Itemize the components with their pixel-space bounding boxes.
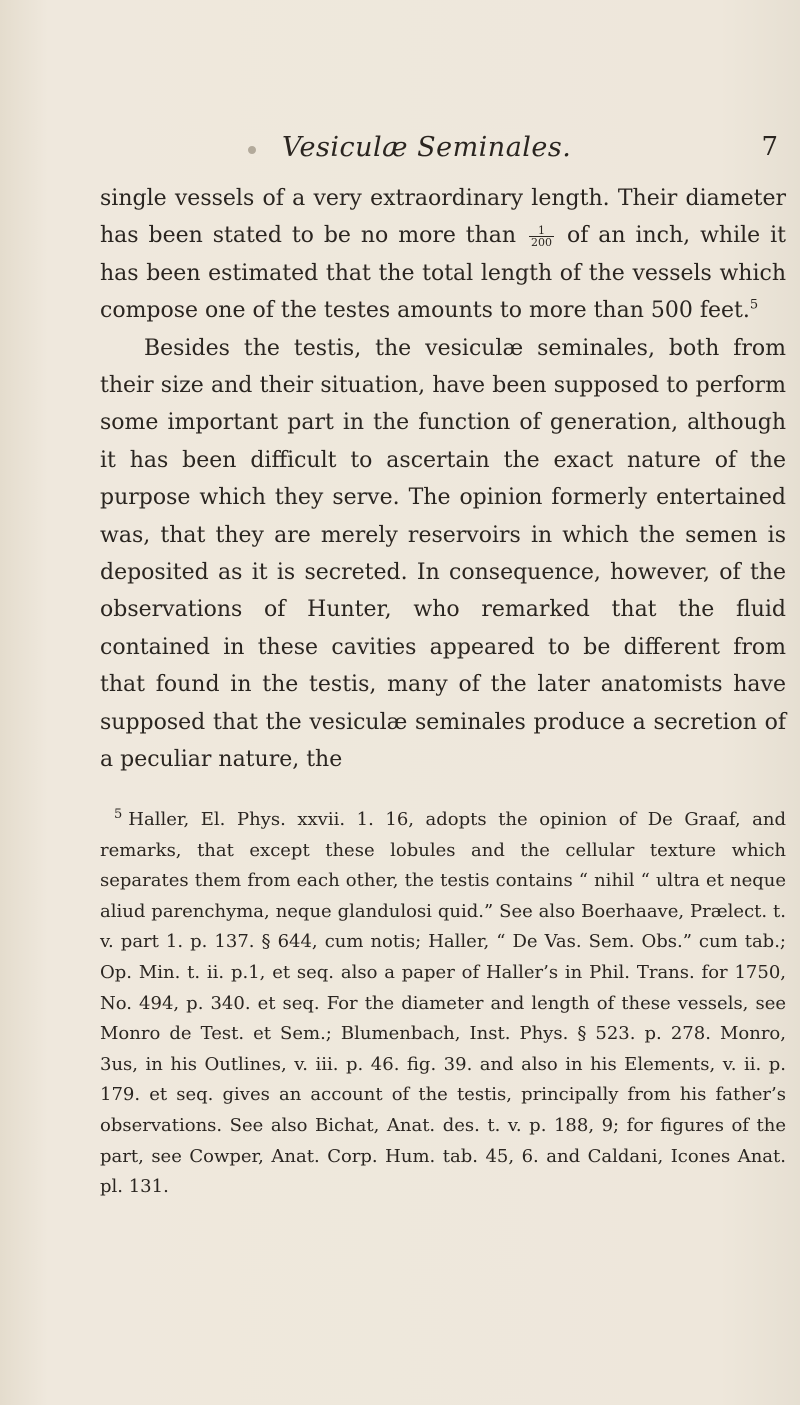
footnote-text: Haller, El. Phys. xxvii. 1. 16, adopts the opinion of De Graaf, and remarks, that except these lobules and the cellular texture which separates them from each other, the testis contains “ nihil “ ultra et neque aliud parenchyma, neque glandulosi quid.” See also Boerhaave, Prælect. t. v. part 1. p. 137. § 644, cum notis; Haller, “ De Vas. Sem. Obs.” cum tab.; Op. Min. t. ii. p.1, et seq. also a paper of Haller’s in Phil. Trans. for 1750, No. 494, p. 340. et seq. For the diameter and length of these vessels, see Monro de Test. et Sem.; Blumenbach, Inst. Phys. § 523. p. 278. Monro, 3us, in his Outlines, v. iii. p. 46. fig. 39. and also in his Elements, v. ii. p. 179. et seq. gives an account of the testis, principally from his father’s observations. See also Bichat, Anat. des. t. v. p. 188, 9; for figures of the part, see Cowper, Anat. Corp. Hum. tab. 45, 6. and Caldani, Icones Anat. pl. 131. [100, 809, 786, 1198]
paragraph-1-start: single vessels of a very extraordinary length. Their diameter has been stated to be no more than [100, 186, 786, 249]
ink-spot [248, 146, 256, 154]
footnote-reference: 5 [749, 297, 759, 313]
paragraph-2: Besides the testis, the vesiculæ seminales, both from their size and their situation, have been supposed to perform some important part in the function of generation, although it has been difficult to ascertain the exact nature of the purpose which they serve. The opinion formerly entertained was, that they are merely reservoirs in which the semen is deposited as it is secreted. In consequence, however, of the observations of Hunter, who remarked that the fluid contained in these cavities appeared to be different from that found in the testis, many of the later anatomists have supposed that the vesiculæ seminales produce a secretion of a peculiar nature, the [100, 335, 786, 773]
running-header [248, 132, 788, 172]
paragraph-1 [100, 180, 786, 330]
fraction-denominator: 200 [531, 235, 553, 249]
running-title: Vesiculæ Seminales. [282, 132, 572, 163]
fraction [529, 225, 554, 248]
fraction-numerator: 1 [529, 225, 554, 237]
paragraph-1-end: of an inch, while it has been estimated that the total length of the vessels which compose one of the testes amounts to more than 500 feet. [100, 223, 786, 324]
footnote-number: 5 [114, 807, 123, 822]
footnote [100, 805, 786, 1203]
main-text [100, 180, 786, 779]
footnote-paragraph [100, 805, 786, 1203]
page-number: 7 [761, 132, 778, 162]
